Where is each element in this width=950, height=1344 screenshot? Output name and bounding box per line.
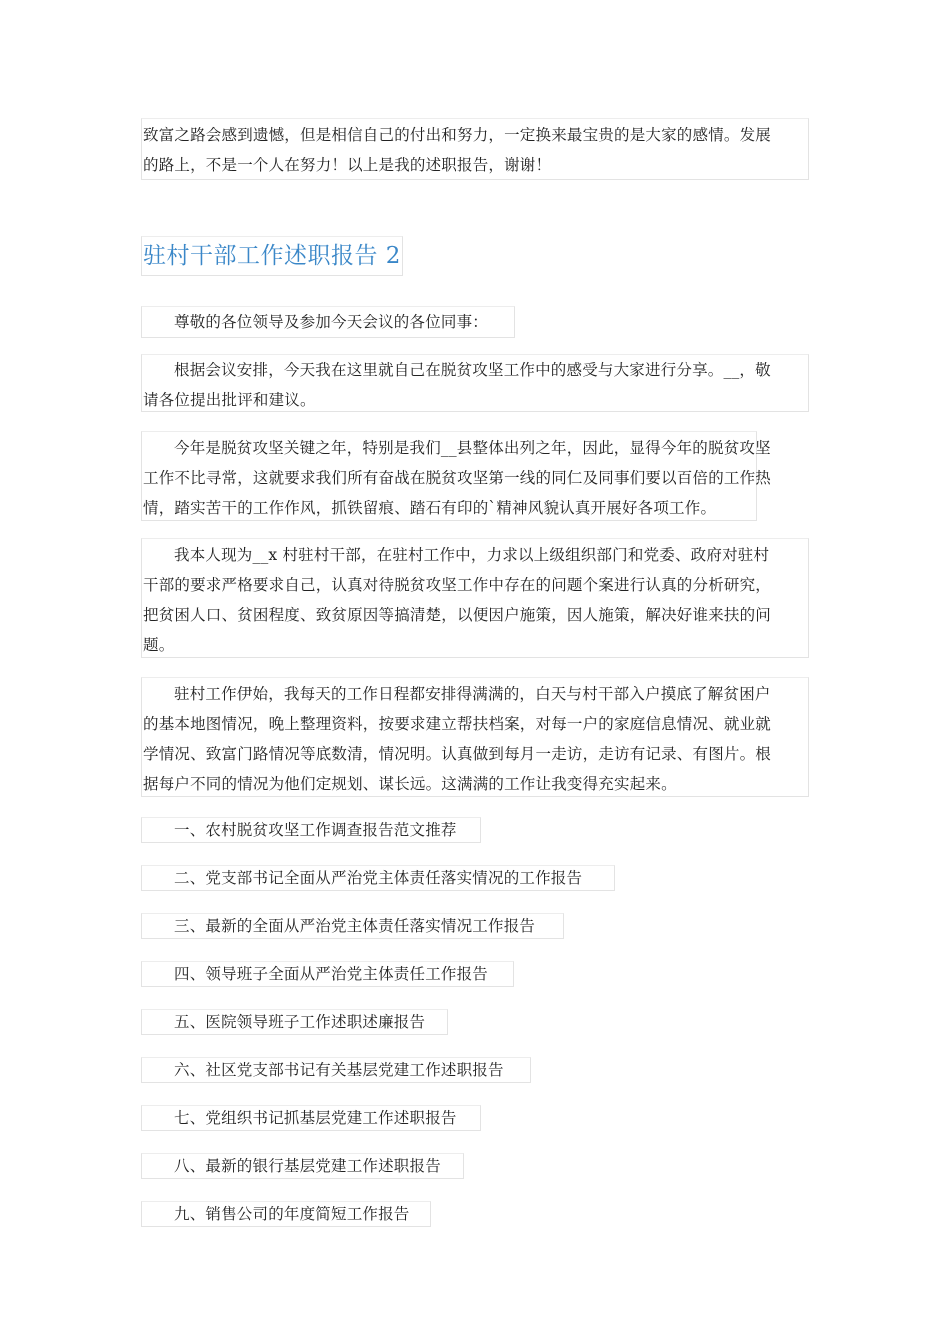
related-link-4[interactable]: 四、领导班子全面从严治党主体责任工作报告 (174, 965, 489, 983)
section-heading: 驻村干部工作述职报告 2 (143, 243, 401, 269)
p2-line-2: 工作不比寻常，这就要求我们所有奋战在脱贫攻坚第一线的同仁及同事们要以百倍的工作热 (143, 469, 772, 487)
intro-line-2: 的路上，不是一个人在努力！以上是我的述职报告，谢谢！ (143, 156, 552, 174)
paragraph-1 (143, 355, 809, 415)
related-link-8[interactable]: 八、最新的银行基层党建工作述职报告 (174, 1157, 441, 1175)
p2-line-3: 情，踏实苦干的工作作风，抓铁留痕、踏石有印的`精神风貌认真开展好各项工作。 (143, 499, 717, 517)
related-link-3[interactable]: 三、最新的全面从严治党主体责任落实情况工作报告 (174, 917, 536, 935)
p4-line-1: 驻村工作伊始，我每天的工作日程都安排得满满的，白天与村干部入户摸底了解贫困户 (174, 685, 771, 703)
p3-line-1: 我本人现为__x 村驻村干部，在驻村工作中，力求以上级组织部门和党委、政府对驻村 (174, 546, 770, 564)
p3-line-3: 把贫困人口、贫困程度、致贫原因等搞清楚，以便因户施策，因人施策，解决好谁来扶的问 (143, 606, 772, 624)
related-link-9[interactable]: 九、销售公司的年度简短工作报告 (174, 1205, 410, 1223)
intro-paragraph (143, 120, 809, 180)
related-link-5[interactable]: 五、医院领导班子工作述职述廉报告 (174, 1013, 426, 1031)
p3-line-4: 题。 (143, 636, 175, 654)
p4-line-4: 据每户不同的情况为他们定规划、谋长远。这满满的工作让我变得充实起来。 (143, 775, 677, 793)
p1-line-1: 根据会议安排，今天我在这里就自己在脱贫攻坚工作中的感受与大家进行分享。__，敬 (174, 361, 771, 379)
related-link-6[interactable]: 六、社区党支部书记有关基层党建工作述职报告 (174, 1061, 504, 1079)
paragraph-3 (143, 540, 809, 660)
p1-line-2: 请各位提出批评和建议。 (143, 391, 316, 409)
related-link-1[interactable]: 一、农村脱贫攻坚工作调查报告范文推荐 (174, 821, 457, 839)
p4-line-3: 学情况、致富门路情况等底数清，情况明。认真做到每月一走访，走访有记录、有图片。根 (143, 745, 772, 763)
related-link-2[interactable]: 二、党支部书记全面从严治党主体责任落实情况的工作报告 (174, 869, 583, 887)
paragraph-2 (143, 433, 809, 523)
related-link-7[interactable]: 七、党组织书记抓基层党建工作述职报告 (174, 1109, 457, 1127)
p3-line-2: 干部的要求严格要求自己，认真对待脱贫攻坚工作中存在的问题个案进行认真的分析研究， (143, 576, 772, 594)
greeting-paragraph: 尊敬的各位领导及参加今天会议的各位同事： (174, 313, 489, 331)
paragraph-4 (143, 679, 809, 799)
p4-line-2: 的基本地图情况，晚上整理资料，按要求建立帮扶档案，对每一户的家庭信息情况、就业就 (143, 715, 772, 733)
p2-line-1: 今年是脱贫攻坚关键之年，特别是我们__县整体出列之年，因此，显得今年的脱贫攻坚 (174, 439, 771, 457)
intro-line-1: 致富之路会感到遗憾，但是相信自己的付出和努力，一定换来最宝贵的是大家的感情。发展 (143, 126, 772, 144)
